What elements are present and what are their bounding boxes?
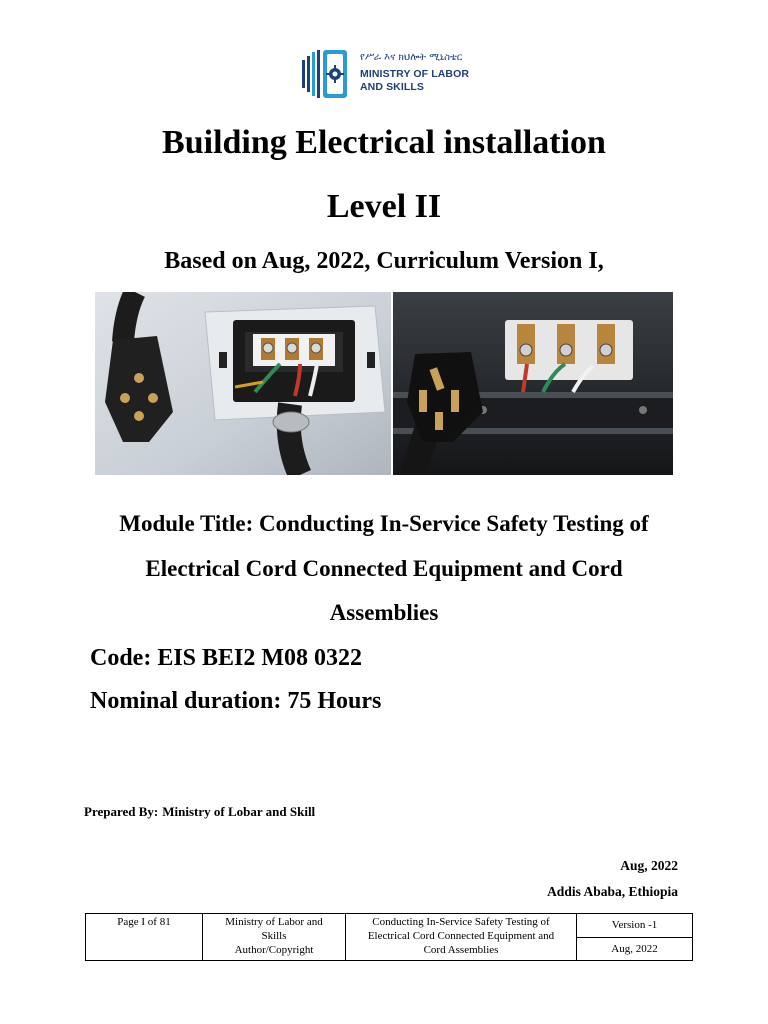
- logo-amharic-text: የሥራ እና ክህሎት ሚኒስቴር: [360, 52, 463, 63]
- footer-title-line2: Electrical Cord Connected Equipment and: [367, 930, 555, 942]
- nominal-duration: Nominal duration: 75 Hours: [90, 688, 382, 714]
- ministry-emblem-icon: [300, 46, 356, 102]
- document-level: Level II: [326, 188, 442, 225]
- module-title-line3: Assemblies: [329, 600, 439, 625]
- footer-author: [203, 914, 346, 961]
- photo-range-cord-plug: [95, 292, 391, 475]
- prepared-by-value: Ministry of Lobar and Skill: [162, 804, 316, 819]
- four-prong-plug-image: [393, 292, 673, 475]
- module-title-line1: Module Title: Conducting In-Service Safety Testing of: [119, 511, 649, 536]
- document-title: Building Electrical installation: [162, 124, 606, 161]
- publication-date: Aug, 2022: [620, 858, 678, 873]
- logo-text-line1: MINISTRY OF LABOR: [360, 68, 470, 80]
- photo-four-prong-plug: [393, 292, 673, 475]
- ministry-logo: [300, 46, 475, 102]
- footer-version: Version -1: [577, 914, 693, 938]
- prepared-by-label: Prepared By:: [84, 804, 159, 819]
- prepared-by: [84, 804, 315, 820]
- footer-author-line3: Author/Copyright: [234, 944, 314, 956]
- module-code: Code: EIS BEI2 M08 0322: [90, 645, 363, 671]
- footer-title-line1: Conducting In-Service Safety Testing of: [372, 916, 550, 928]
- publication-place: Addis Ababa, Ethiopia: [547, 884, 678, 899]
- footer-title-line3: Cord Assemblies: [423, 944, 499, 956]
- range-cord-plug-image: [95, 292, 391, 475]
- module-title-line2: Electrical Cord Connected Equipment and Cord: [145, 556, 623, 581]
- footer-author-line2: Skills: [261, 930, 287, 942]
- page-footer-table: [85, 913, 693, 961]
- footer-module-title: [346, 914, 577, 961]
- footer-version-date: Aug, 2022: [577, 937, 693, 961]
- footer-author-line1: Ministry of Labor and: [225, 916, 323, 928]
- footer-page-number: Page I of 81: [86, 914, 203, 961]
- logo-text-line2: AND SKILLS: [360, 81, 424, 93]
- curriculum-note: Based on Aug, 2022, Curriculum Version I,: [164, 248, 604, 274]
